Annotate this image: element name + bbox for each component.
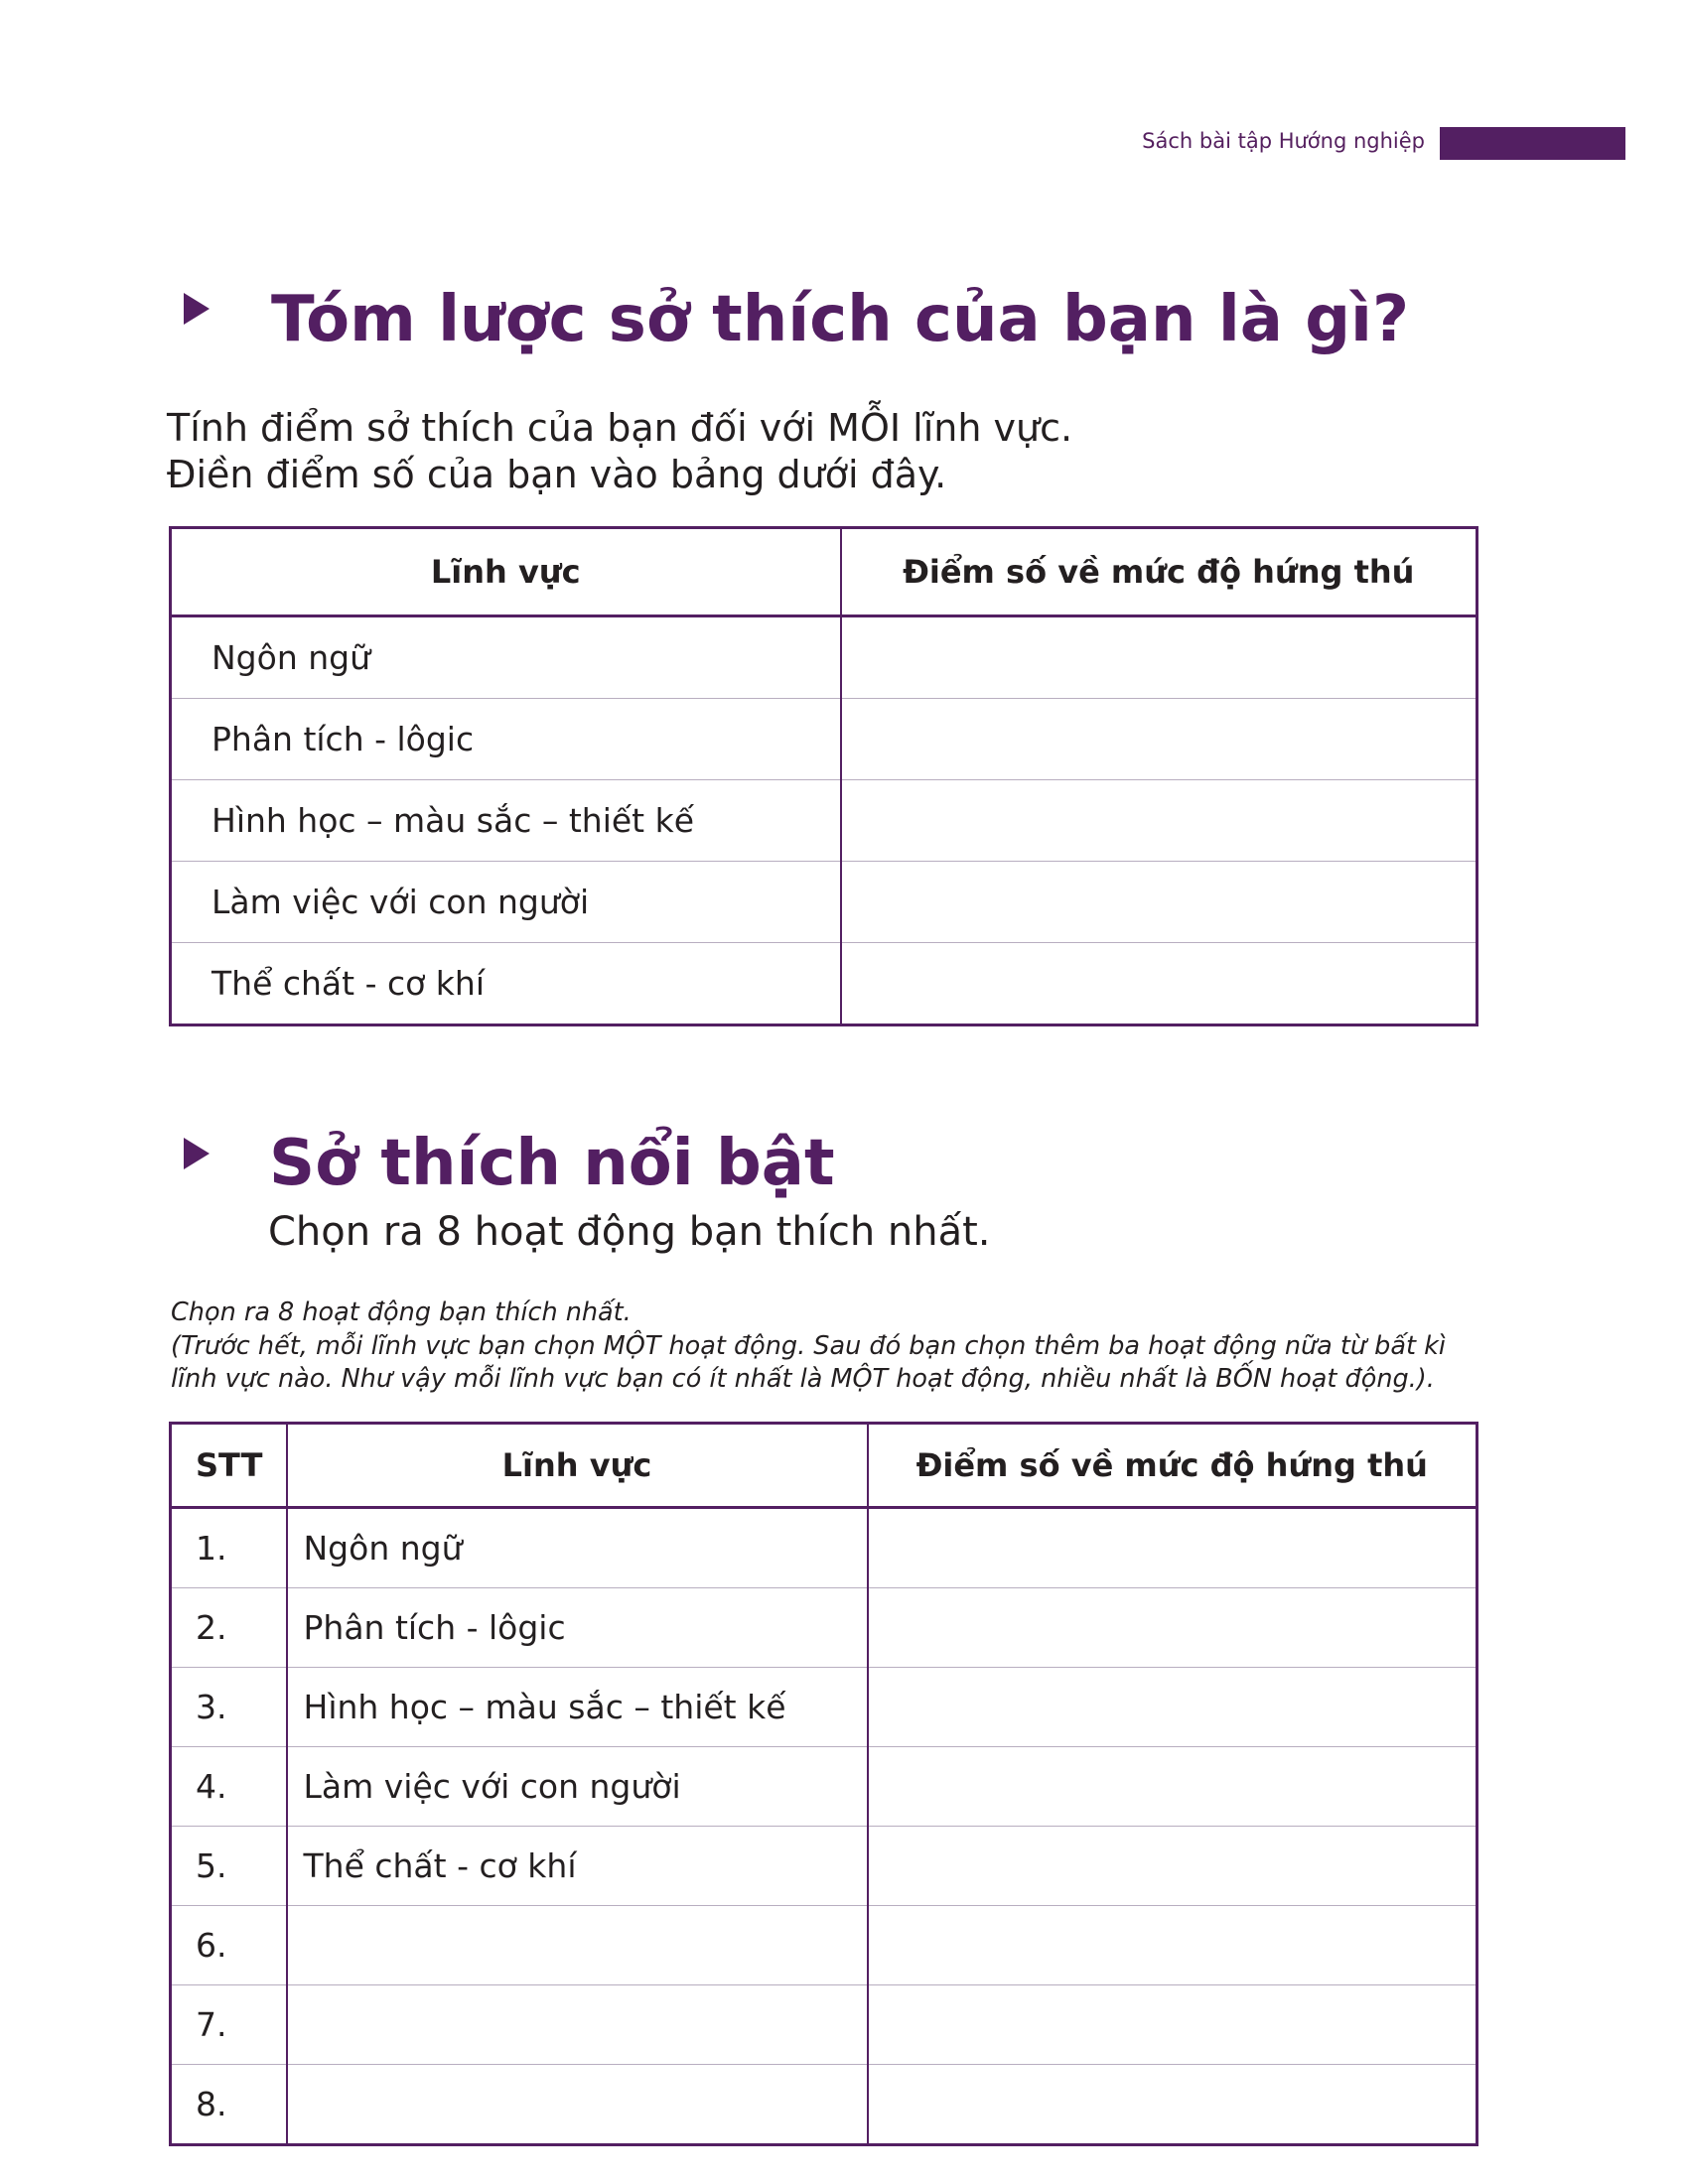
column-header-field: Lĩnh vực — [287, 1424, 868, 1508]
score-cell[interactable] — [841, 943, 1477, 1025]
score-cell[interactable] — [841, 616, 1477, 699]
score-cell[interactable] — [841, 862, 1477, 943]
table-row — [171, 780, 1477, 862]
interest-summary-table — [169, 526, 1478, 1026]
section2-subtitle: Chọn ra 8 hoạt động bạn thích nhất. — [268, 1209, 991, 1255]
section1-bullet-icon — [184, 293, 210, 325]
field-cell[interactable]: Hình học – màu sắc – thiết kế — [287, 1668, 868, 1747]
table-row — [171, 1668, 1477, 1747]
score-cell[interactable] — [868, 1588, 1477, 1668]
intro-line-2: Điền điểm số của bạn vào bảng dưới đây. — [167, 453, 947, 496]
section2-title: Sở thích nổi bật — [269, 1127, 835, 1200]
field-cell: Thể chất - cơ khí — [171, 943, 841, 1025]
section1-title: Tóm lược sở thích của bạn là gì? — [271, 283, 1410, 356]
table-row — [171, 1827, 1477, 1906]
score-cell[interactable] — [841, 699, 1477, 780]
score-cell[interactable] — [868, 1668, 1477, 1747]
column-header-score: Điểm số về mức độ hứng thú — [841, 528, 1477, 616]
note-line-1: Chọn ra 8 hoạt động bạn thích nhất. — [171, 1297, 632, 1327]
field-cell: Ngôn ngữ — [171, 616, 841, 699]
table-row — [171, 1985, 1477, 2065]
field-cell: Làm việc với con người — [171, 862, 841, 943]
field-cell: Hình học – màu sắc – thiết kế — [171, 780, 841, 862]
stt-cell: 7. — [171, 1985, 287, 2065]
field-cell[interactable]: Làm việc với con người — [287, 1747, 868, 1827]
note-line-2: (Trước hết, mỗi lĩnh vực bạn chọn MỘT hoạt động. Sau đó bạn chọn thêm ba hoạt động nữa từ bất kì lĩnh vực nào. Như vậy mỗi lĩnh vực bạn có ít nhất là MỘT hoạt động, nhiều nhất là BỐN hoạt động.). — [171, 1330, 1446, 1394]
table-row — [171, 1588, 1477, 1668]
field-cell[interactable]: Ngôn ngữ — [287, 1508, 868, 1588]
score-cell[interactable] — [868, 1508, 1477, 1588]
table-row — [171, 1906, 1477, 1985]
column-header-score: Điểm số về mức độ hứng thú — [868, 1424, 1477, 1508]
score-cell[interactable] — [868, 1985, 1477, 2065]
intro-line-1: Tính điểm sở thích của bạn đối với MỖI lĩnh vực. — [167, 406, 1073, 450]
header-accent-bar — [1440, 127, 1625, 160]
stt-cell: 3. — [171, 1668, 287, 1747]
table-row — [171, 943, 1477, 1025]
stt-cell: 5. — [171, 1827, 287, 1906]
stt-cell: 2. — [171, 1588, 287, 1668]
table-row — [171, 1747, 1477, 1827]
table-header-row — [171, 528, 1477, 616]
stt-cell: 6. — [171, 1906, 287, 1985]
table-header-row — [171, 1424, 1477, 1508]
field-cell[interactable]: Phân tích - lôgic — [287, 1588, 868, 1668]
section2-bullet-icon — [184, 1138, 210, 1169]
table-row — [171, 1508, 1477, 1588]
table-row — [171, 2065, 1477, 2145]
column-header-field: Lĩnh vực — [171, 528, 841, 616]
table-row — [171, 862, 1477, 943]
score-cell[interactable] — [868, 1747, 1477, 1827]
section2-note — [171, 1297, 1481, 1397]
field-cell[interactable]: Thể chất - cơ khí — [287, 1827, 868, 1906]
stt-cell: 8. — [171, 2065, 287, 2145]
field-cell[interactable] — [287, 1906, 868, 1985]
section1-intro — [167, 405, 1072, 498]
stt-cell: 4. — [171, 1747, 287, 1827]
table-row — [171, 699, 1477, 780]
score-cell[interactable] — [868, 1827, 1477, 1906]
field-cell[interactable] — [287, 1985, 868, 2065]
score-cell[interactable] — [868, 2065, 1477, 2145]
stt-cell: 1. — [171, 1508, 287, 1588]
top-interests-table — [169, 1422, 1478, 2146]
field-cell[interactable] — [287, 2065, 868, 2145]
book-title: Sách bài tập Hướng nghiệp — [1142, 129, 1425, 153]
table-row — [171, 616, 1477, 699]
column-header-stt: STT — [171, 1424, 287, 1508]
field-cell: Phân tích - lôgic — [171, 699, 841, 780]
score-cell[interactable] — [868, 1906, 1477, 1985]
score-cell[interactable] — [841, 780, 1477, 862]
